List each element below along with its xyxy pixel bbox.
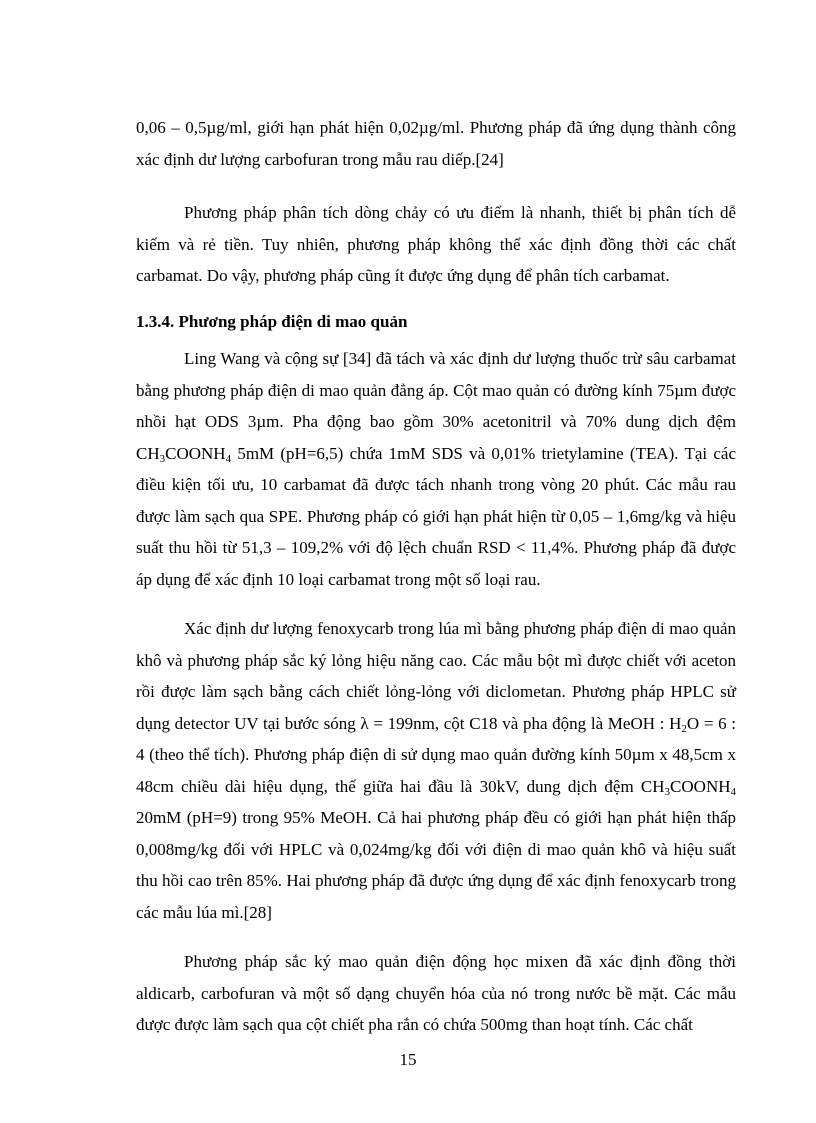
subscript: 3 bbox=[159, 452, 166, 465]
text-run: O = 6 : 4 (theo thể tích). Phương pháp điện di sử dụng mao quản đường kính 50µm x 48,5cm x 48cm chiều dài hiệu dụng, thế giữa hai đầu là 30kV, dung dịch đệm CH bbox=[136, 713, 736, 796]
paragraph-continued: 0,06 – 0,5µg/ml, giới hạn phát hiện 0,02µg/ml. Phương pháp đã ứng dụng thành công xác định dư lượng carbofuran trong mẫu rau diếp.[24] bbox=[136, 118, 736, 169]
subscript: 4 bbox=[730, 785, 736, 798]
text-run: COONH bbox=[165, 443, 226, 463]
subscript: 4 bbox=[225, 452, 232, 465]
text-run: 5mM (pH=6,5) chứa 1mM SDS và 0,01% trietylamine (TEA). Tại các điều kiện tối ưu, 10 carbamat đã được tách nhanh trong vòng 20 phút. Các mẫu rau được làm sạch qua SPE. Phương pháp có giới hạn phát hiện từ 0,05 – 1,6mg/kg và hiệu suất thu hồi từ 51,3 – 109,2% với độ lệch chuẩn RSD < 11,4%. Phương pháp đã được áp dụng để xác định 10 loại carbamat trong một số loại rau. bbox=[136, 443, 736, 589]
text-run: Xác định dư lượng fenoxycarb trong lúa mì bằng phương pháp điện di mao quản khô và phương pháp sắc ký lỏng hiệu năng cao. Các mẫu bột mì được chiết với aceton rồi được làm sạch bằng cách chiết lỏng-lỏng với diclometan. Phương pháp HPLC sử dụng detector UV tại bước sóng λ = 199nm, cột C18 và pha động là MeOH : H bbox=[136, 619, 736, 733]
paragraph-flow-analysis: Phương pháp phân tích dòng chảy có ưu điểm là nhanh, thiết bị phân tích dễ kiếm và rẻ tiền. Tuy nhiên, phương pháp không thể xác định đồng thời các chất carbamat. Do vậy, phương pháp cũng ít được ứng dụng để phân tích carbamat. bbox=[136, 203, 736, 285]
subscript: 3 bbox=[664, 785, 671, 798]
page-number: 15 bbox=[399, 1050, 417, 1069]
section-heading: 1.3.4. Phương pháp điện di mao quản bbox=[136, 311, 408, 331]
text-run: Ling Wang và cộng sự [34] đã tách và xác định dư lượng thuốc trừ sâu carbamat bằng phương pháp điện di mao quản đẳng áp. Cột mao quản có đường kính 75µm được nhồi hạt ODS 3µm. Pha động bao gồm 30% acetonitril và 70% dung dịch đệm CH bbox=[136, 349, 736, 463]
text-run: 20mM (pH=9) trong 95% MeOH. Cả hai phương pháp đều có giới hạn phát hiện thấp 0,008mg/kg đối với HPLC và 0,024mg/kg đối với điện di mao quản khô và hiệu suất thu hồi cao trên 85%. Hai phương pháp đã được ứng dụng để xác định fenoxycarb trong các mẫu lúa mì.[28] bbox=[136, 808, 736, 922]
paragraph-micellar: Phương pháp sắc ký mao quản điện động học mixen đã xác định đồng thời aldicarb, carbofuran và một số dạng chuyển hóa của nó trong nước bề mặt. Các mẫu được được làm sạch qua cột chiết pha rắn có chứa 500mg than hoạt tính. Các chất bbox=[136, 952, 736, 1034]
subscript: 2 bbox=[681, 722, 687, 735]
text-run: COONH bbox=[670, 776, 731, 796]
paragraph-fenoxycarb bbox=[136, 613, 736, 928]
paragraph-ling-wang bbox=[136, 343, 736, 595]
